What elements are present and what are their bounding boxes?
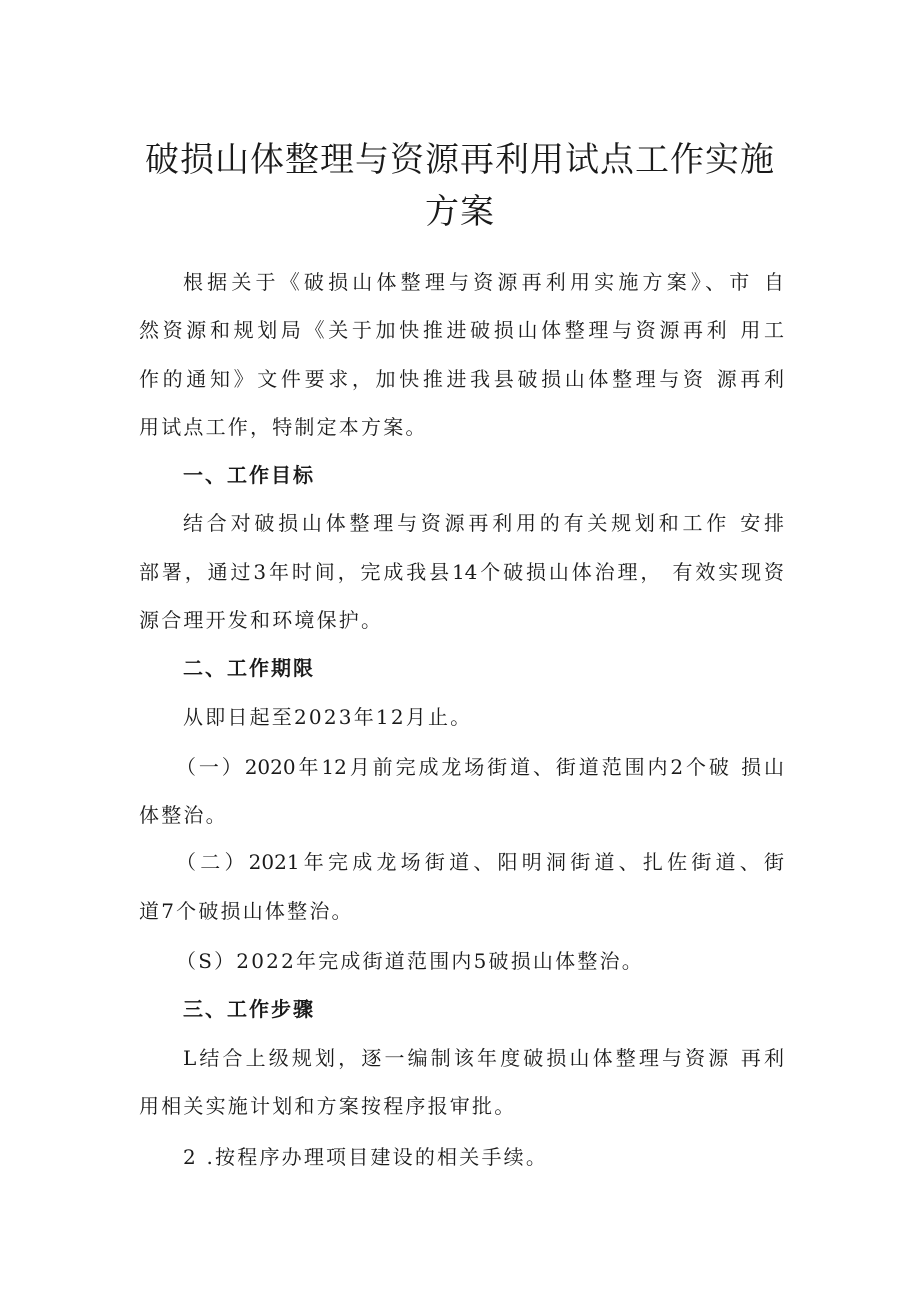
intro-line-4: 用试点工作，特制定本方案。 [139, 415, 428, 439]
goals-line-1: 结合对破损山体整理与资源再利用的有关规划和工作 安排 [183, 511, 784, 535]
period-item-1-line-1: （一）2020年12月前完成龙场街道、街道范围内2个破 损山 [176, 755, 784, 779]
section-heading-period: 二、工作期限 [183, 656, 315, 680]
intro-line-1: 根据关于《破损山体整理与资源再利用实施方案》、市 自 [183, 270, 784, 294]
steps-item-1-line-1: L结合上级规划，逐一编制该年度破损山体整理与资源 再利 [183, 1046, 784, 1070]
document-title-line-1: 破损山体整理与资源再利用试点工作实施 [145, 140, 775, 180]
intro-line-2: 然资源和规划局《关于加快推进破损山体整理与资源再利 用工 [139, 318, 784, 342]
goals-line-2: 部署，通过3年时间，完成我县14个破损山体治理， 有效实现资 [139, 560, 784, 584]
intro-line-3: 作的通知》文件要求，加快推进我县破损山体整理与资 源再利 [139, 367, 784, 391]
document-title-line-2: 方案 [425, 192, 495, 232]
section-heading-goals: 一、工作目标 [183, 463, 315, 487]
steps-item-1-line-2: 用相关实施计划和方案按程序报审批。 [139, 1094, 517, 1118]
goals-line-3: 源合理开发和环境保护。 [139, 608, 384, 632]
period-item-1-line-2: 体整治。 [139, 803, 228, 827]
period-item-2-line-1: （二）2021年完成龙场街道、阳明洞街道、扎佐街道、街 [176, 850, 784, 874]
steps-item-2: 2 .按程序办理项目建设的相关手续。 [183, 1145, 549, 1169]
section-heading-steps: 三、工作步骤 [183, 997, 315, 1021]
period-item-2-line-2: 道7个破损山体整治。 [139, 899, 354, 923]
period-item-3: （S）2022年完成街道范围内5破损山体整治。 [176, 949, 644, 973]
period-intro: 从即日起至2023年12月止。 [183, 705, 473, 729]
